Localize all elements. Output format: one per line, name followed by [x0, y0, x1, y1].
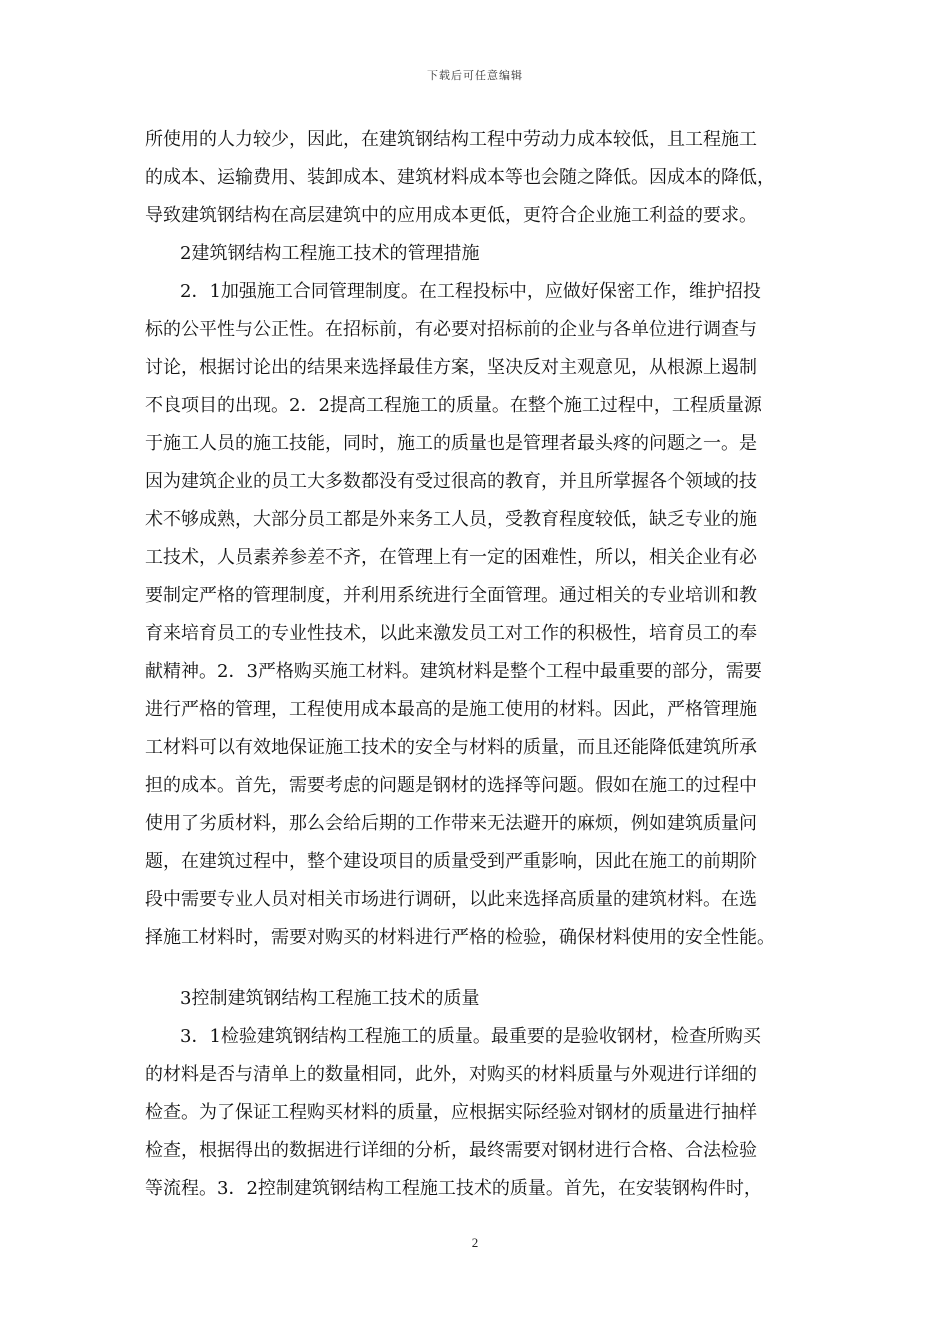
body-line: 3．1检验建筑钢结构工程施工的质量。最重要的是验收钢材，检查所购买: [180, 1026, 761, 1047]
body-line: 的成本、运输费用、装卸成本、建筑材料成本等也会随之降低。因成本的降低，: [145, 167, 775, 188]
body-line: 等流程。3．2控制建筑钢结构工程施工技术的质量。首先，在安装钢构件时，: [145, 1178, 762, 1199]
body-line: 讨论，根据讨论出的结果来选择最佳方案，坚决反对主观意见，从根源上遏制: [145, 357, 757, 378]
page-header: 下载后可任意编辑: [427, 69, 523, 82]
page-number: 2: [471, 1235, 479, 1250]
body-line: 工材料可以有效地保证施工技术的安全与材料的质量，而且还能降低建筑所承: [145, 737, 757, 758]
body-line: 于施工人员的施工技能，同时，施工的质量也是管理者最头疼的问题之一。是: [145, 433, 757, 454]
body-line: 进行严格的管理，工程使用成本最高的是施工使用的材料。因此，严格管理施: [145, 699, 757, 720]
section-heading: 2建筑钢结构工程施工技术的管理措施: [180, 243, 480, 264]
body-line: 检查。为了保证工程购买材料的质量，应根据实际经验对钢材的质量进行抽样: [145, 1102, 757, 1123]
body-line: 术不够成熟，大部分员工都是外来务工人员，受教育程度较低，缺乏专业的施: [145, 509, 757, 530]
body-line: 育来培育员工的专业性技术，以此来激发员工对工作的积极性，培育员工的奉: [145, 623, 757, 644]
body-line: 工技术，人员素养参差不齐，在管理上有一定的困难性，所以，相关企业有必: [145, 547, 757, 568]
body-line: 要制定严格的管理制度，并利用系统进行全面管理。通过相关的专业培训和教: [145, 585, 757, 606]
body-line: 2．1加强施工合同管理制度。在工程投标中，应做好保密工作，维护招投: [180, 281, 761, 302]
body-line: 因为建筑企业的员工大多数都没有受过很高的教育，并且所掌握各个领域的技: [145, 471, 757, 492]
body-line: 择施工材料时，需要对购买的材料进行严格的检验，确保材料使用的安全性能。: [145, 927, 775, 948]
body-line: 题，在建筑过程中，整个建设项目的质量受到严重影响，因此在施工的前期阶: [145, 851, 757, 872]
body-line: 所使用的人力较少，因此，在建筑钢结构工程中劳动力成本较低，且工程施工: [145, 129, 757, 150]
body-line: 献精神。2．3严格购买施工材料。建筑材料是整个工程中最重要的部分，需要: [145, 661, 762, 682]
section-heading: 3控制建筑钢结构工程施工技术的质量: [180, 988, 480, 1009]
body-line: 检查，根据得出的数据进行详细的分析，最终需要对钢材进行合格、合法检验: [145, 1140, 757, 1161]
body-line: 担的成本。首先，需要考虑的问题是钢材的选择等问题。假如在施工的过程中: [145, 775, 757, 796]
body-line: 标的公平性与公正性。在招标前，有必要对招标前的企业与各单位进行调查与: [145, 319, 757, 340]
body-line: 段中需要专业人员对相关市场进行调研，以此来选择高质量的建筑材料。在选: [145, 889, 757, 910]
body-line: 不良项目的出现。2．2提高工程施工的质量。在整个施工过程中，工程质量源: [145, 395, 762, 416]
body-line: 导致建筑钢结构在高层建筑中的应用成本更低，更符合企业施工利益的要求。: [145, 205, 757, 226]
body-line: 使用了劣质材料，那么会给后期的工作带来无法避开的麻烦，例如建筑质量问: [145, 813, 757, 834]
body-line: 的材料是否与清单上的数量相同，此外，对购买的材料质量与外观进行详细的: [145, 1064, 757, 1085]
